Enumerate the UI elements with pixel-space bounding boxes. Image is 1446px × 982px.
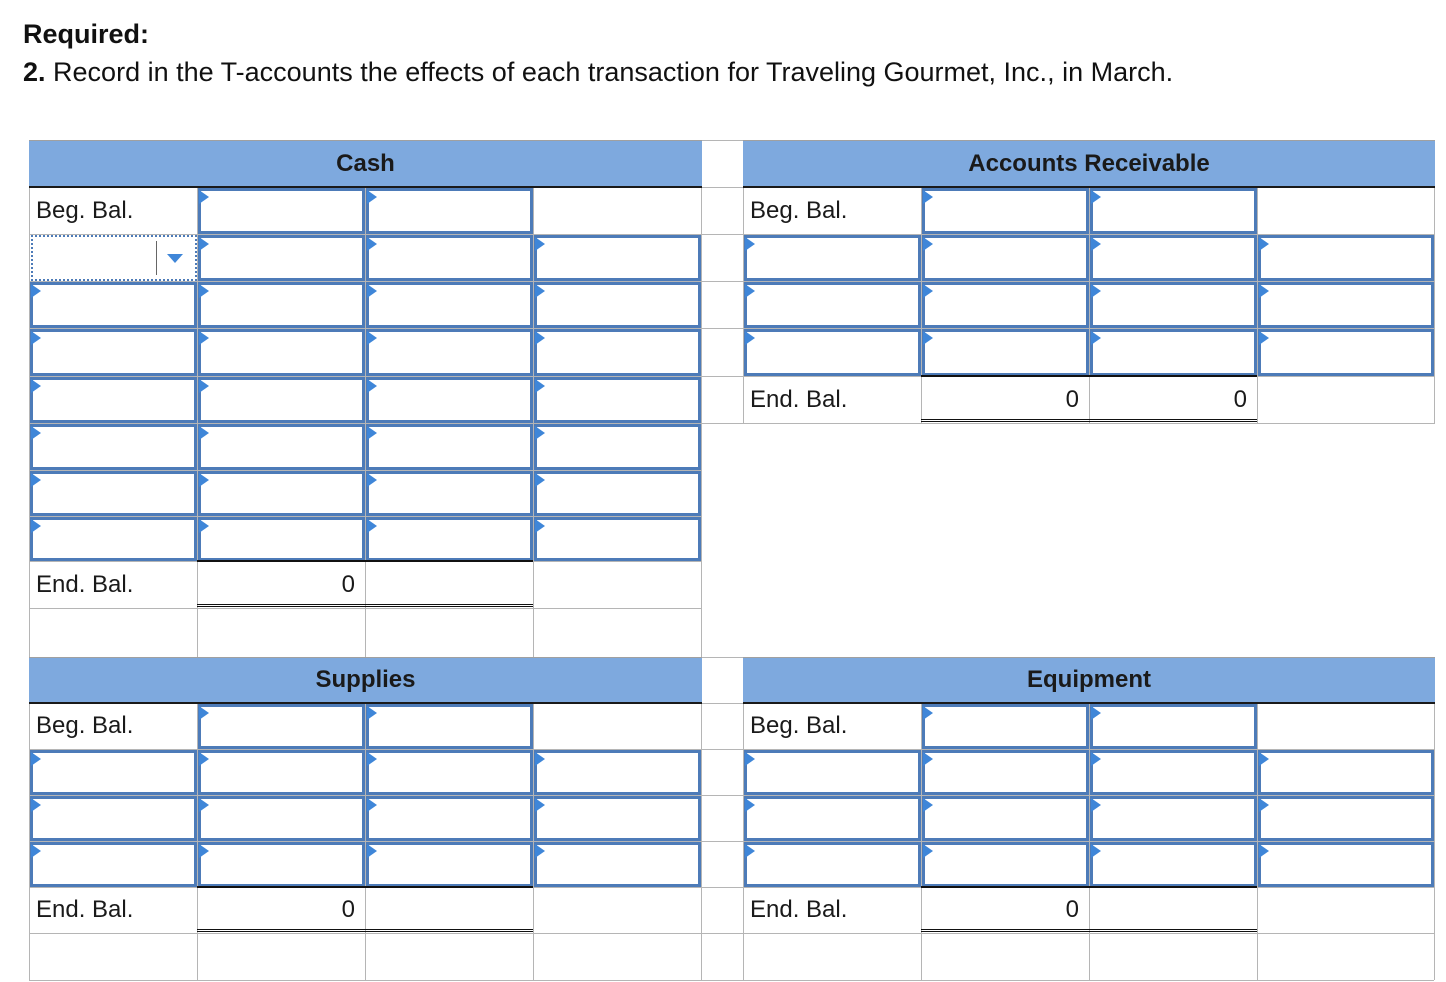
triangle-right-icon xyxy=(199,237,209,251)
triangle-right-icon xyxy=(535,426,545,440)
supplies-end-bal-label: End. Bal. xyxy=(36,896,134,923)
triangle-right-icon xyxy=(199,473,209,487)
triangle-right-icon xyxy=(1259,331,1269,345)
triangle-right-icon xyxy=(923,706,933,720)
triangle-right-icon xyxy=(1259,284,1269,298)
equipment-entry-input[interactable] xyxy=(744,842,921,887)
underline xyxy=(921,375,1257,377)
ar-entry-input[interactable] xyxy=(1090,235,1257,281)
cash-entry-input[interactable] xyxy=(198,517,365,561)
supplies-entry-input[interactable] xyxy=(198,796,365,841)
cash-entry-input[interactable] xyxy=(366,329,533,376)
ar-end-bal-credit: 0 xyxy=(1233,385,1247,413)
triangle-right-icon xyxy=(923,752,933,766)
cash-entry-input[interactable] xyxy=(534,329,701,376)
ar-entry-input[interactable] xyxy=(1258,235,1434,281)
cash-entry-input[interactable] xyxy=(198,282,365,328)
cash-entry-input[interactable] xyxy=(534,471,701,516)
triangle-right-icon xyxy=(367,331,377,345)
ar-end-bal-label: End. Bal. xyxy=(750,385,848,413)
cash-entry-input[interactable] xyxy=(366,377,533,423)
select-separator xyxy=(156,241,157,275)
equipment-entry-input[interactable] xyxy=(922,796,1089,841)
supplies-entry-input[interactable] xyxy=(30,842,197,887)
cash-entry-input[interactable] xyxy=(366,471,533,516)
cash-entry-input[interactable] xyxy=(534,377,701,423)
supplies-entry-input[interactable] xyxy=(366,796,533,841)
cash-entry-input[interactable] xyxy=(534,517,701,561)
triangle-right-icon xyxy=(199,426,209,440)
triangle-right-icon xyxy=(31,844,41,858)
triangle-right-icon xyxy=(1091,190,1101,204)
cash-entry-input[interactable] xyxy=(30,471,197,516)
triangle-right-icon xyxy=(1091,844,1101,858)
chevron-down-icon[interactable] xyxy=(167,254,183,263)
triangle-right-icon xyxy=(199,706,209,720)
triangle-right-icon xyxy=(923,798,933,812)
accounts-receivable-header: Accounts Receivable xyxy=(743,140,1435,188)
equipment-entry-input[interactable] xyxy=(744,796,921,841)
ar-entry-input[interactable] xyxy=(1258,329,1434,376)
double-underline xyxy=(197,604,533,607)
supplies-beg-bal-label: Beg. Bal. xyxy=(36,712,134,739)
ar-beg-bal-label: Beg. Bal. xyxy=(750,196,848,224)
triangle-right-icon xyxy=(31,798,41,812)
ar-entry-input[interactable] xyxy=(922,235,1089,281)
required-heading: Required: xyxy=(23,19,150,49)
triangle-right-icon xyxy=(923,190,933,204)
equipment-beg-bal-credit-input[interactable] xyxy=(1090,704,1257,749)
cash-entry-input[interactable] xyxy=(534,424,701,470)
triangle-right-icon xyxy=(31,752,41,766)
double-underline xyxy=(921,419,1257,422)
cash-entry-input[interactable] xyxy=(198,235,365,281)
equipment-entry-input[interactable] xyxy=(1258,796,1434,841)
triangle-right-icon xyxy=(923,237,933,251)
supplies-end-bal-debit: 0 xyxy=(341,896,355,923)
triangle-right-icon xyxy=(367,752,377,766)
underline xyxy=(921,886,1257,888)
triangle-right-icon xyxy=(535,473,545,487)
triangle-right-icon xyxy=(535,284,545,298)
equipment-end-bal-debit: 0 xyxy=(1065,896,1079,923)
triangle-right-icon xyxy=(199,519,209,533)
triangle-right-icon xyxy=(535,331,545,345)
cash-end-bal-debit: 0 xyxy=(341,570,355,598)
ar-entry-input[interactable] xyxy=(1090,329,1257,376)
supplies-entry-input[interactable] xyxy=(198,842,365,887)
triangle-right-icon xyxy=(367,844,377,858)
cash-beg-bal-credit-input[interactable] xyxy=(366,188,533,234)
triangle-right-icon xyxy=(199,190,209,204)
equipment-entry-input[interactable] xyxy=(744,750,921,795)
triangle-right-icon xyxy=(31,473,41,487)
equipment-entry-input[interactable] xyxy=(922,750,1089,795)
ar-beg-bal-credit-input[interactable] xyxy=(1090,188,1257,234)
ar-entry-input[interactable] xyxy=(744,329,921,376)
cash-entry-input[interactable] xyxy=(30,517,197,561)
triangle-right-icon xyxy=(745,331,755,345)
cash-entry-select[interactable] xyxy=(31,235,197,281)
cash-entry-input[interactable] xyxy=(198,424,365,470)
triangle-right-icon xyxy=(1091,237,1101,251)
cash-entry-input[interactable] xyxy=(366,517,533,561)
equipment-end-bal-label: End. Bal. xyxy=(750,896,848,923)
supplies-entry-input[interactable] xyxy=(366,842,533,887)
triangle-right-icon xyxy=(535,519,545,533)
triangle-right-icon xyxy=(1259,798,1269,812)
triangle-right-icon xyxy=(1259,237,1269,251)
triangle-right-icon xyxy=(1259,752,1269,766)
grid-hline xyxy=(29,980,1434,981)
cash-entry-input[interactable] xyxy=(198,329,365,376)
triangle-right-icon xyxy=(367,426,377,440)
triangle-right-icon xyxy=(31,426,41,440)
triangle-right-icon xyxy=(535,844,545,858)
cash-entry-input[interactable] xyxy=(30,282,197,328)
supplies-entry-input[interactable] xyxy=(30,796,197,841)
supplies-entry-input[interactable] xyxy=(534,796,701,841)
triangle-right-icon xyxy=(199,284,209,298)
triangle-right-icon xyxy=(1259,844,1269,858)
triangle-right-icon xyxy=(1091,331,1101,345)
triangle-right-icon xyxy=(199,798,209,812)
grid-hline xyxy=(29,933,1434,934)
blank-area xyxy=(702,424,1435,657)
triangle-right-icon xyxy=(31,379,41,393)
triangle-right-icon xyxy=(367,284,377,298)
triangle-right-icon xyxy=(1091,706,1101,720)
triangle-right-icon xyxy=(367,519,377,533)
triangle-right-icon xyxy=(923,331,933,345)
equipment-beg-bal-debit-input[interactable] xyxy=(922,704,1089,749)
cash-entry-input[interactable] xyxy=(534,282,701,328)
triangle-right-icon xyxy=(923,284,933,298)
triangle-right-icon xyxy=(367,473,377,487)
supplies-entry-input[interactable] xyxy=(366,750,533,795)
triangle-right-icon xyxy=(367,237,377,251)
triangle-right-icon xyxy=(1091,284,1101,298)
ar-entry-input[interactable] xyxy=(1090,282,1257,328)
ar-entry-input[interactable] xyxy=(922,329,1089,376)
triangle-right-icon xyxy=(1091,752,1101,766)
supplies-beg-bal-debit-input[interactable] xyxy=(198,704,365,749)
triangle-right-icon xyxy=(199,752,209,766)
equipment-entry-input[interactable] xyxy=(1090,796,1257,841)
triangle-right-icon xyxy=(199,844,209,858)
cash-beg-bal-debit-input[interactable] xyxy=(198,188,365,234)
cash-entry-input[interactable] xyxy=(198,377,365,423)
ar-entry-input[interactable] xyxy=(922,282,1089,328)
triangle-right-icon xyxy=(199,331,209,345)
equipment-entry-input[interactable] xyxy=(1090,842,1257,887)
triangle-right-icon xyxy=(745,844,755,858)
equipment-entry-input[interactable] xyxy=(922,842,1089,887)
triangle-right-icon xyxy=(745,237,755,251)
triangle-right-icon xyxy=(367,798,377,812)
part-number: 2. xyxy=(23,57,46,87)
equipment-beg-bal-label: Beg. Bal. xyxy=(750,712,848,739)
equipment-entry-input[interactable] xyxy=(1258,842,1434,887)
cash-entry-input[interactable] xyxy=(30,329,197,376)
underline xyxy=(197,886,533,888)
ar-end-bal-debit: 0 xyxy=(1065,385,1079,413)
supplies-beg-bal-credit-input[interactable] xyxy=(366,704,533,749)
supplies-entry-input[interactable] xyxy=(534,842,701,887)
cash-entry-input[interactable] xyxy=(366,235,533,281)
cash-beg-bal-label: Beg. Bal. xyxy=(36,196,134,224)
ar-beg-bal-debit-input[interactable] xyxy=(922,188,1089,234)
triangle-right-icon xyxy=(535,752,545,766)
triangle-right-icon xyxy=(745,284,755,298)
double-underline xyxy=(921,929,1257,932)
ar-entry-input[interactable] xyxy=(744,235,921,281)
ar-entry-input[interactable] xyxy=(744,282,921,328)
equipment-entry-input[interactable] xyxy=(1258,750,1434,795)
triangle-right-icon xyxy=(535,798,545,812)
double-underline xyxy=(197,929,533,932)
triangle-right-icon xyxy=(31,519,41,533)
triangle-right-icon xyxy=(367,706,377,720)
ar-entry-input[interactable] xyxy=(1258,282,1434,328)
triangle-right-icon xyxy=(745,798,755,812)
equipment-entry-input[interactable] xyxy=(1090,750,1257,795)
equipment-header: Equipment xyxy=(743,657,1435,704)
cash-entry-input[interactable] xyxy=(534,235,701,281)
triangle-right-icon xyxy=(745,752,755,766)
triangle-right-icon xyxy=(1091,798,1101,812)
triangle-right-icon xyxy=(367,379,377,393)
cash-entry-input[interactable] xyxy=(198,471,365,516)
cash-entry-input[interactable] xyxy=(366,282,533,328)
triangle-right-icon xyxy=(535,237,545,251)
cash-entry-input[interactable] xyxy=(366,424,533,470)
triangle-right-icon xyxy=(367,190,377,204)
cash-end-bal-label: End. Bal. xyxy=(36,570,134,598)
triangle-right-icon xyxy=(31,284,41,298)
supplies-header: Supplies xyxy=(29,657,702,704)
triangle-right-icon xyxy=(31,331,41,345)
cash-entry-input[interactable] xyxy=(30,424,197,470)
part-text: Record in the T-accounts the effects of each transaction for Traveling Gourmet, Inc., in March. xyxy=(53,57,1174,87)
triangle-right-icon xyxy=(923,844,933,858)
triangle-right-icon xyxy=(199,379,209,393)
supplies-entry-input[interactable] xyxy=(198,750,365,795)
part-2-instruction xyxy=(23,52,1173,92)
triangle-right-icon xyxy=(535,379,545,393)
cash-entry-input[interactable] xyxy=(30,377,197,423)
supplies-entry-input[interactable] xyxy=(30,750,197,795)
cash-header: Cash xyxy=(29,140,702,188)
supplies-entry-input[interactable] xyxy=(534,750,701,795)
underline xyxy=(197,560,533,562)
